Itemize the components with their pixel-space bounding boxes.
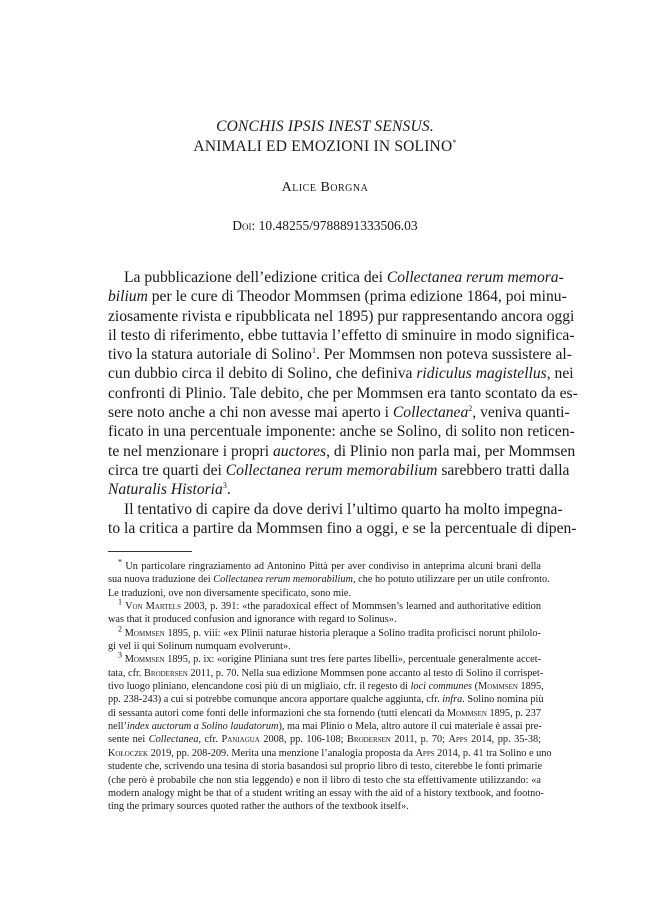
text-run: cun dubbio circa il debito di Solino, che definiva [108,365,417,383]
footnote-line [108,624,541,640]
main-text [108,268,578,538]
footnote-line [108,760,541,773]
text-run: di sessanta autori come fonti delle informazioni che sta fornendo (tutti elencati da [108,707,447,719]
italic-run: ridiculus magistellus [416,365,547,383]
text-run: nell’ [108,721,127,733]
italic-run: Collectanea rerum memorabilium [213,574,353,586]
text-line [108,384,578,403]
cited-author: Mommsen [478,681,518,693]
cited-author: Apps [448,734,468,746]
text-run: gi vel ii qui Solinum numquam evolverunt». [108,641,291,653]
footnote-line [108,707,541,720]
text-run: tivo luogo pliniano, elencandone così più di un migliaio, cfr. il regesto di [108,681,411,693]
text-run: studente che, scrivendo una tesina di storia basandosi sul proprio libro di testo, citerebbe le fonti primarie [108,761,543,773]
footnote-line [108,720,541,733]
text-run: . [226,481,231,499]
text-run: 1895, p. ix: «origine Pliniana sunt tres fere partes libelli», percentuale generalmente accet- [164,654,542,666]
text-run: sere noto anche a chi non avesse mai aperto i [108,404,393,422]
text-run: ficato in una percentuale imponente: anche se Solino, di solito non reticen- [108,423,575,441]
text-run: tivo la statura autoriale di Solino [108,346,312,364]
text-line [108,480,541,499]
italic-run: infra [442,694,463,706]
footnote-line [108,774,541,787]
footnote-line [108,640,541,653]
text-run: 2014, pp. 35-38; [467,734,541,746]
footnote-mark: 1 [311,346,316,355]
footnote-line [108,693,544,706]
doi-line [0,218,650,234]
footnote-mark: 2 [118,624,122,634]
footnote-line [108,597,541,613]
text-run: 2011, p. 70. Nella sua edizione Mommsen pone accanto al testo di Solino il corrispet- [187,667,544,679]
text-run: Il tentativo di capire da dove derivi l’ultimo quarto ha molto impegna- [124,500,563,518]
text-run: 1895, p. 237 [486,707,541,719]
text-run: Le traduzioni, ove non diversamente specificato, sono mie. [108,587,352,599]
text-line [108,500,563,519]
text-run: 2019, pp. 208-209. Merita una menzione l’analogia proposta da [148,747,416,759]
text-line [108,287,567,306]
cited-author: Paniagua [221,734,260,746]
footnote-line [108,667,544,680]
doi-label: Doi: [232,218,256,233]
text-run: modern analogy might be that of a student writing an essay with the aid of a history textbook, and footno- [108,787,544,799]
text-run: , che ho potuto utilizzare per un utile confronto. [353,574,550,586]
footnote-line [108,747,552,760]
chapter-title-latin: CONCHIS IPSIS INEST SENSUS. [216,118,434,135]
text-run: was that it produced confusion and ignorance with regard to Solinus». [108,614,397,626]
italic-run: bilium [108,288,148,306]
text-line [108,364,574,383]
cited-author: Mommsen [124,654,165,666]
text-run: ( [472,681,479,693]
footnote-separator [108,551,192,552]
footnotes [108,557,552,814]
text-run: circa tre quarti dei [108,461,226,479]
cited-author: Kołoczek [108,747,149,759]
doi-value: 10.48255/9788891333506.03 [258,218,418,233]
text-line [108,519,577,538]
cited-author: Mommsen [124,627,165,639]
text-line [108,345,572,364]
text-run: Un particolare ringraziamento ad Antonino Pittà per aver condiviso in anteprima alcuni brani della [122,561,541,572]
text-run: ziosamente rivista e ripubblicata nel 1895) pur rappresentando ancora oggi [108,307,575,325]
footnote-line [108,613,541,626]
text-run: per le cure di Theodor Mommsen (prima edizione 1864, poi minu- [147,288,567,306]
text-run: 1895, p. viii: «ex Plinii naturae historia pleraque a Solino tradita proficisci norunt philolo- [164,627,541,639]
footnote-mark: 3 [222,481,227,491]
italic-run: Naturalis Historia [108,481,223,499]
text-line [108,403,570,422]
text-run: 1895, [517,681,544,693]
text-run: sua nuova traduzione dei [108,574,214,586]
text-run: 2014, p. 41 tra Solino e uno [434,747,552,759]
text-run: to la critica a partire da Mommsen fino a oggi, e se la percentuale di dipen- [108,519,577,537]
footnote-line [108,650,542,666]
text-run: 2011, p. 70; [390,734,449,746]
text-run: tata, cfr. [108,667,145,679]
footnote-mark: 2 [468,403,473,413]
footnote-mark: 1 [118,597,122,607]
text-run: . Solino nomina più [462,694,544,706]
text-run: (che però è probabile che non stia leggendo) e non il libro di testo che sta effettivamente utilizzando: «a [108,774,541,786]
footnote-line [108,787,544,800]
text-run: 2008, pp. 106-108; [259,734,348,746]
text-run: confronti di Plinio. Tale debito, che per Mommsen era tanto scontato da es- [108,384,578,402]
text-run: ting the primary sources quoted rather the authors of the textbook itself». [108,801,409,813]
text-run: , di Plinio non parla mai, per Mommsen [326,442,576,460]
text-run: , cfr. [198,734,222,746]
footnote-line [108,557,541,573]
italic-run: Collectanea [392,404,469,422]
italic-run: loci communes [410,681,473,693]
footnote-mark: 3 [118,650,122,660]
italic-run: index auctorum a Solino laudatorum [126,721,279,733]
text-run: , veniva quanti- [472,404,570,422]
chapter-title: ANIMALI ED EMOZIONI IN SOLINO* [193,138,457,156]
text-run: sente nei [108,734,149,746]
footnote-line [108,587,541,600]
cited-author: Brodersen [144,667,188,679]
italic-run: Collectanea rerum memorabilium [225,461,438,479]
cited-author: Brodersen [347,734,391,746]
footnote-line [108,573,550,586]
italic-run: auctores [272,442,327,460]
footnote-line [108,733,541,746]
cited-author: Apps [415,747,435,759]
text-run: La pubblicazione dell’edizione critica dei [124,269,387,286]
text-run: il testo di riferimento, ebbe tuttavia l’effetto di sminuire in modo significa- [108,326,575,344]
title-footnote-mark: * [452,138,457,147]
italic-run: Collectanea [148,734,199,746]
footnote-mark: * [118,557,122,567]
text-run: pp. 238-243) a cui si potrebbe comunque ancora apportare qualche aggiunta, cfr. [108,694,443,706]
cited-author: Von Martels [125,601,181,613]
footnote-line [108,800,541,813]
text-line [108,442,576,461]
text-run: , nei [546,365,574,383]
cited-author: Mommsen [447,707,487,719]
text-line [108,268,564,287]
text-line [108,307,575,326]
text-run: sarebbero tratti dalla [437,461,570,479]
text-line [108,422,575,441]
text-run: . Per Mommsen non poteva sussistere al- [315,346,572,364]
italic-run: Collectanea rerum memora- [386,269,564,286]
author-name: Alice Borgna [281,180,369,195]
text-run: 2003, p. 391: «the paradoxical effect of Mommsen’s learned and authoritative edition [180,601,541,613]
text-run: ), ma mai Plinio o Mela, altro autore il cui materiale è assai pre- [278,721,542,733]
footnote-line [108,680,544,693]
text-line [108,461,570,480]
text-line [108,326,575,345]
text-run: te nel menzionare i propri [108,442,273,460]
